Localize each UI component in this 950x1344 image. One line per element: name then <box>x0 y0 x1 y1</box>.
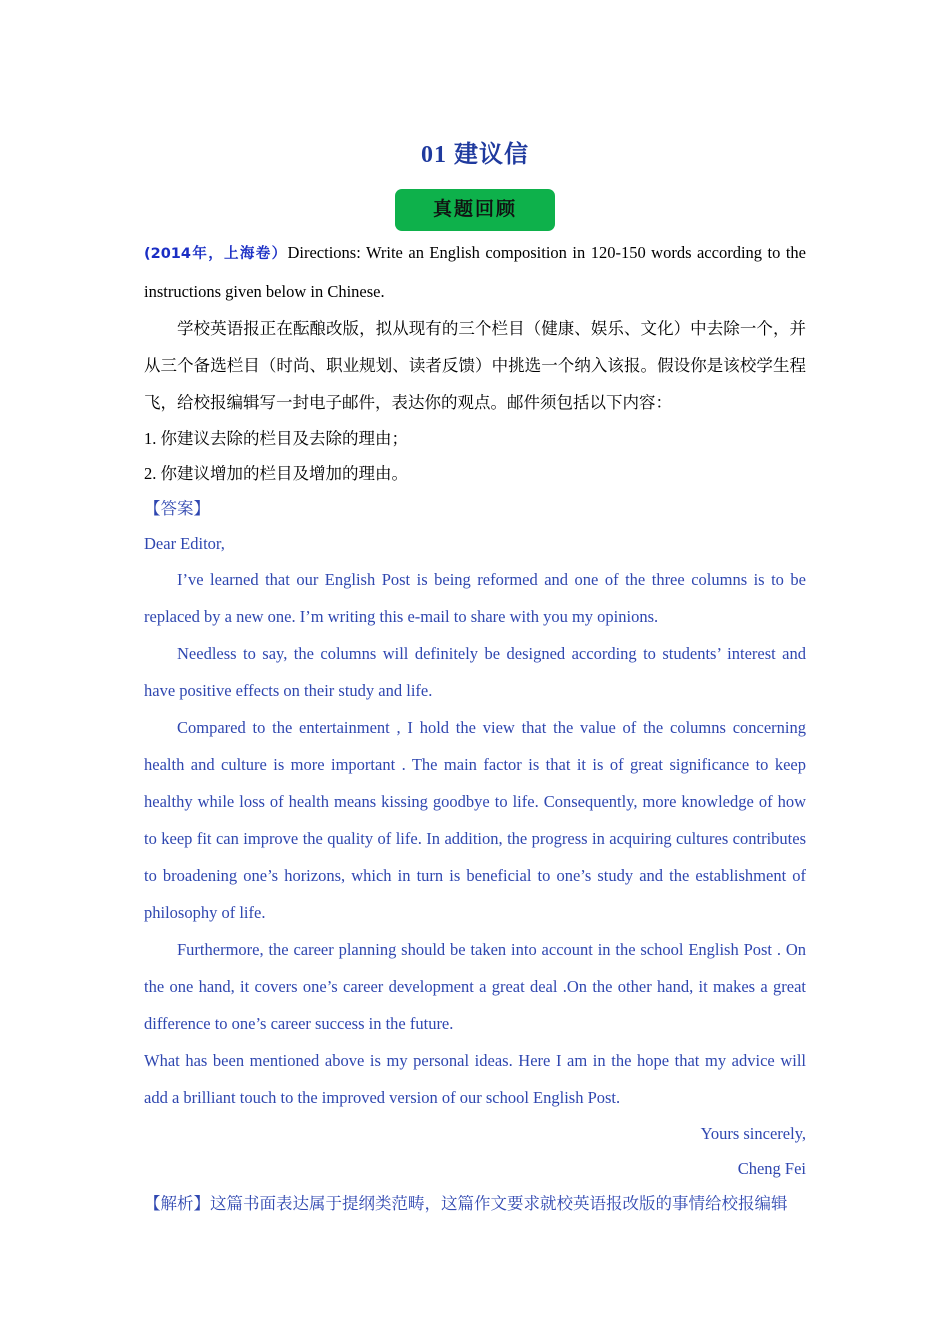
document-body <box>144 234 806 1221</box>
prompt-point-1: 1. 你建议去除的栏目及去除的理由； <box>144 429 408 448</box>
chinese-prompt: 学校英语报正在酝酿改版，拟从现有的三个栏目（健康、娱乐、文化）中去除一个，并从三个备选栏目（时尚、职业规划、读者反馈）中挑选一个纳入该报。假设你是该校学生程飞，给校报编辑写一封电子邮件，表达你的观点。邮件须包括以下内容： <box>144 319 806 412</box>
section-badge: 真题回顾 <box>395 189 555 231</box>
analysis-text: 【解析】这篇书面表达属于提纲类范畴，这篇作文要求就校英语报改版的事情给校报编辑 <box>144 1194 788 1213</box>
answer-label: 【答案】 <box>144 499 210 518</box>
letter-paragraph-4: Furthermore, the career planning should be taken into account in the school English Post . On the one hand, it covers one’s career development a great deal .On the other hand, it makes a great difference to one’s career success in the future. <box>144 940 806 1033</box>
question-source: (2014年，上海卷） <box>144 246 288 262</box>
directions-text: Directions: Write an English composition in 120-150 words according to the instructions given below in Chinese. <box>144 243 806 301</box>
prompt-point-2: 2. 你建议增加的栏目及增加的理由。 <box>144 464 408 483</box>
page-title: 01 建议信 <box>421 142 529 168</box>
question-directions <box>144 234 806 310</box>
letter-salutation: Dear Editor, <box>144 534 225 553</box>
letter-paragraph-5: What has been mentioned above is my personal ideas. Here I am in the hope that my advice will add a brilliant touch to the improved version of our school English Post. <box>144 1051 806 1107</box>
letter-paragraph-2: Needless to say, the columns will definitely be designed according to students’ interest and have positive effects on their study and life. <box>144 644 806 700</box>
letter-paragraph-1: I’ve learned that our English Post is being reformed and one of the three columns is to be replaced by a new one. I’m writing this e-mail to share with you my opinions. <box>144 570 806 626</box>
letter-signature: Cheng Fei <box>737 1159 806 1178</box>
letter-paragraph-3: Compared to the entertainment , I hold the view that the value of the columns concerning health and culture is more important . The main factor is that it is of great significance to keep healthy while loss of health means kissing goodbye to life. Consequently, more knowledge of how to keep fit can improve the quality of life. In addition, the progress in acquiring cultures contributes to broadening one’s horizons, which in turn is beneficial to one’s study and the establishment of philosophy of life. <box>144 718 806 922</box>
letter-closing: Yours sincerely, <box>700 1124 806 1143</box>
